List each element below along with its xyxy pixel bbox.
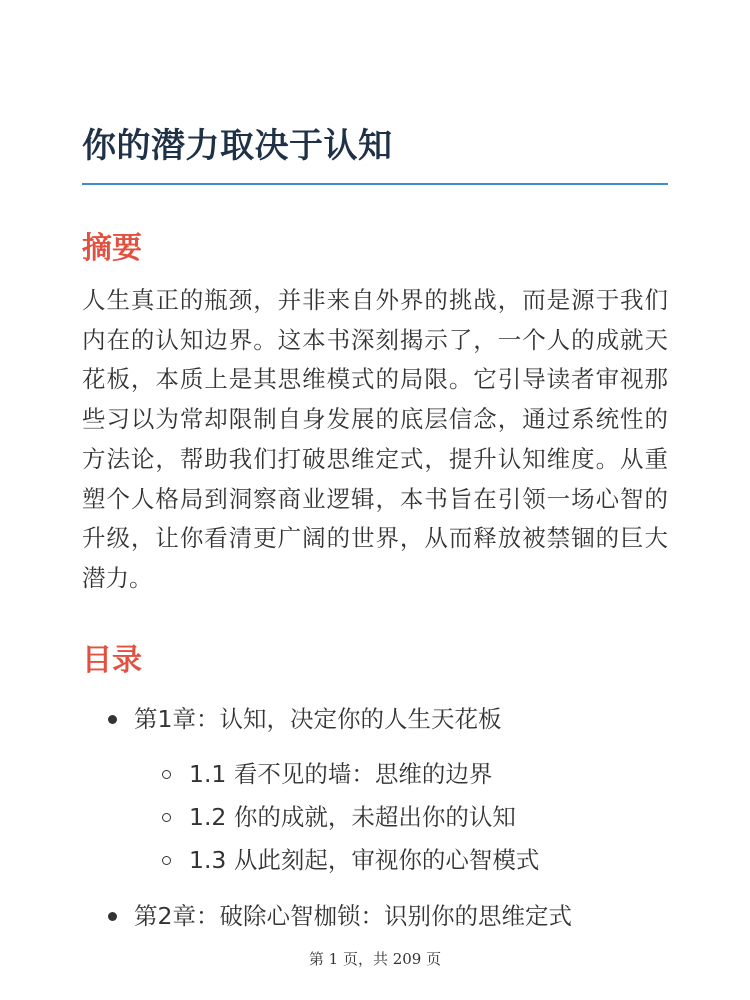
summary-paragraph: 人生真正的瓶颈，并非来自外界的挑战，而是源于我们内在的认知边界。这本书深刻揭示了，一个人的成就天花板，本质上是其思维模式的局限。它引导读者审视那些习以为常却限制自身发展的底层信念，通过系统性的方法论，帮助我们打破思维定式，提升认知维度。从重塑个人格局到洞察商业逻辑，本书旨在引领一场心智的升级，让你看清更广阔的世界，从而释放被禁锢的巨大潜力。: [82, 286, 668, 592]
toc-section-label: 1.3 从此刻起，审视你的心智模式: [189, 846, 540, 874]
page-footer: 第 1 页，共 209 页: [308, 950, 442, 968]
toc-chapter-label: 第2章：破除心智枷锁：识别你的思维定式: [134, 902, 572, 930]
bullet-disc-icon: [108, 715, 117, 724]
bullet-disc-icon: [108, 912, 117, 921]
toc-chapter-1: [108, 703, 501, 735]
bullet-circle-icon: [162, 770, 171, 779]
toc-section-1-3: [162, 844, 539, 876]
toc-section-label: 1.2 你的成就，未超出你的认知: [189, 803, 516, 831]
toc-section-label: 1.1 看不见的墙：思维的边界: [189, 760, 493, 788]
bullet-circle-icon: [162, 813, 171, 822]
document-title: 你的潜力取决于认知: [82, 126, 393, 166]
toc-chapter-2: [108, 900, 572, 932]
toc-chapter-label: 第1章：认知，决定你的人生天花板: [134, 705, 502, 733]
toc-section-1-1: [162, 758, 492, 790]
summary-heading: 摘要: [82, 231, 142, 266]
toc-section-1-2: [162, 801, 516, 833]
title-divider: [82, 183, 668, 185]
bullet-circle-icon: [162, 856, 171, 865]
toc-heading: 目录: [82, 643, 142, 678]
